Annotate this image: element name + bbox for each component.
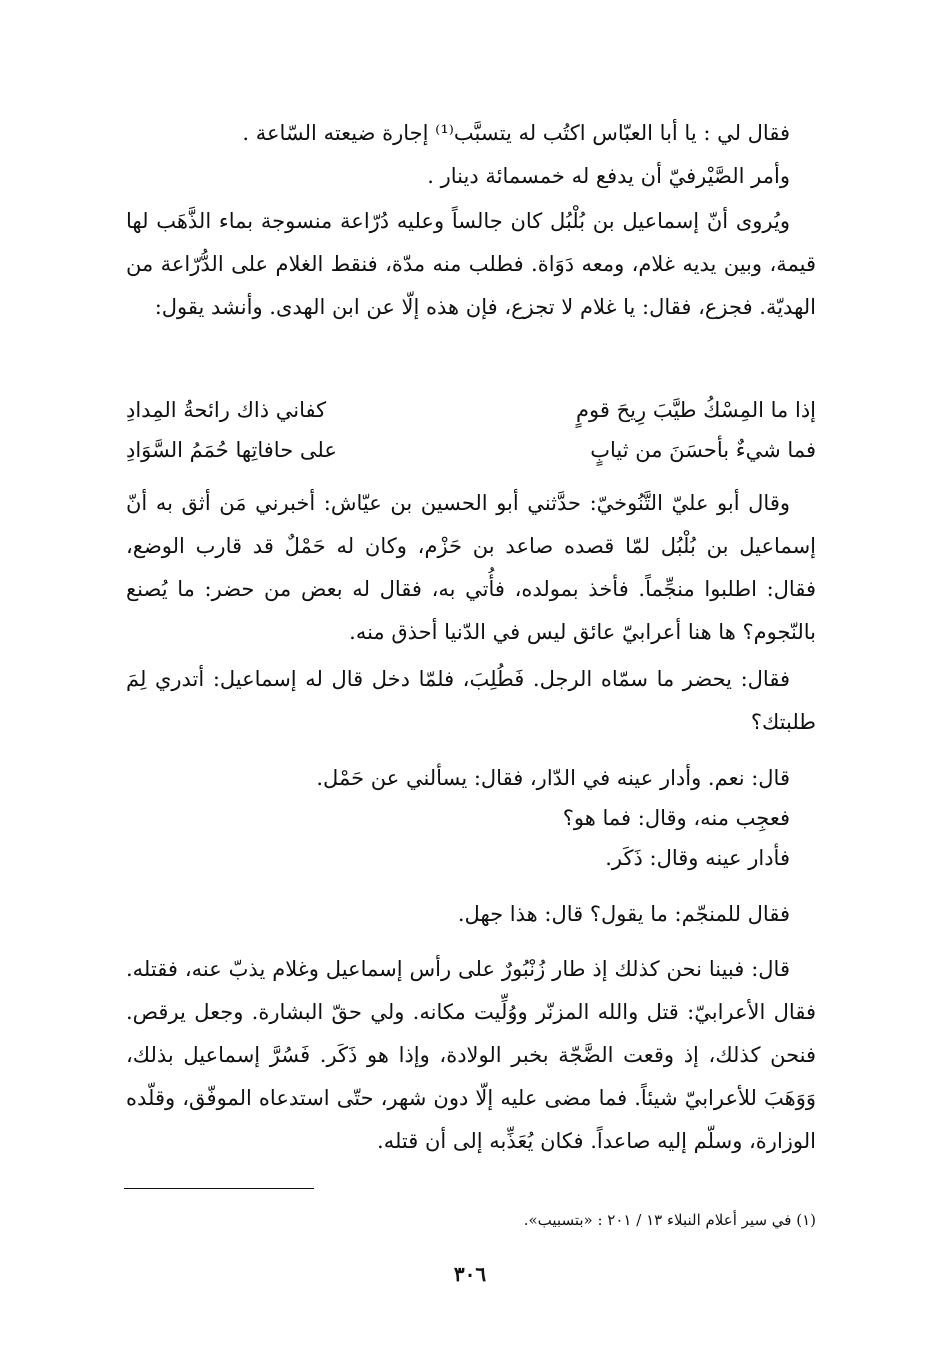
poem-verse-1 [126, 390, 816, 430]
paragraph-6 [126, 893, 816, 936]
footnote: (١) في سير أعلام النبلاء ١٣ / ٢٠١ : «بتسبيب». [523, 1211, 816, 1229]
paragraph-1-line-2: وأمر الصَّيْرفيّ أن يدفع له خمسمائة دينار . [427, 164, 790, 188]
poem [126, 390, 816, 470]
paragraph-7 [126, 948, 816, 1163]
paragraph-5-line-1: قال: نعم. وأدار عينه في الدّار، فقال: يسألني عن حَمْل. [316, 766, 790, 790]
paragraph-3-text: وقال أبو عليّ التَّنُوخيّ: حدَّثني أبو الحسين بن عيّاش: أخبرني مَن أثق به أنّ إسماعيل بن بُلْبُل لمّا قصده صاعد بن حَزْم، وكان له حَمْلٌ قد قارب الوضع، فقال: اطلبوا منجِّماً. فأخذ بمولده، فأُتي به، فقال له بعض من حضر: ما يُصنع بالنّجوم؟ ها هنا أعرابيّ عائق ليس في الدّنيا أحذق منه. [126, 491, 816, 644]
paragraph-4-text: فقال: يحضر ما سمّاه الرجل. فَطُلِبَ، فلمّا دخل قال له إسماعيل: أتدري لِمَ طلبتك؟ [126, 667, 816, 734]
paragraph-5 [126, 758, 816, 878]
page-number: ٣٠٦ [453, 1262, 487, 1286]
paragraph-5-line-2: فعجِب منه، وقال: فما هو؟ [562, 806, 790, 830]
poem-verse-1-first-hemistich: إذا ما المِسْكُ طيَّبَ رِيحَ قومٍ [576, 398, 816, 422]
paragraph-7-text: قال: فبينا نحن كذلك إذ طار زُنْبُورٌ على رأس إسماعيل وغلام يذبّ عنه، فقتله. فقال الأعرابيّ: قتل والله المزنّر ووُلِّيت مكانه. ولي حقّ البشارة. وجعل يرقص. فنحن كذلك، إذ وقعت الضَّجّة بخبر الولادة، وإذا هو ذَكَر. فَسُرَّ إسماعيل بذلك، وَوَهَبَ للأعرابيّ شيئاً. فما مضى عليه إلّا دون شهر، حتّى استدعاه الموفّق، وقلّده الوزارة، وسلّم إليه صاعداً. فكان يُعَذِّبه إلى أن قتله. [126, 957, 816, 1153]
paragraph-3 [126, 482, 816, 654]
poem-verse-2-first-hemistich: فما شيءٌ بأحسَنَ من ثيابٍ [590, 438, 816, 462]
paragraph-1 [126, 112, 816, 198]
poem-verse-2-second-hemistich: على حافاتِها حُمَمُ السَّوَادِ [126, 438, 337, 462]
footnote-divider [124, 1188, 314, 1189]
paragraph-1-line-1: فقال لي : يا أبا العبّاس اكتُب له يتسبَّب⁽¹⁾ إجارة ضيعته السّاعة . [242, 121, 790, 145]
paragraph-6-text: فقال للمنجّم: ما يقول؟ قال: هذا جهل. [457, 902, 790, 926]
poem-verse-1-second-hemistich: كفاني ذاك رائحةُ المِدادِ [126, 398, 327, 422]
paragraph-2 [126, 200, 816, 329]
poem-verse-2 [126, 430, 816, 470]
paragraph-4 [126, 658, 816, 744]
paragraph-2-text: ويُروى أنّ إسماعيل بن بُلْبُل كان جالساً وعليه دُرّاعة منسوجة بماء الذَّهَب لها قيمة، وبين يديه غلام، ومعه دَوَاة. فطلب منه مدّة، فنقط الغلام على الدُّرّاعة من الهديّة. فجزع، فقال: يا غلام لا تجزع، فإن هذه إلّا عن ابن الهدى. وأنشد يقول: [126, 209, 816, 319]
paragraph-5-line-3: فأدار عينه وقال: ذَكَر. [605, 846, 790, 870]
